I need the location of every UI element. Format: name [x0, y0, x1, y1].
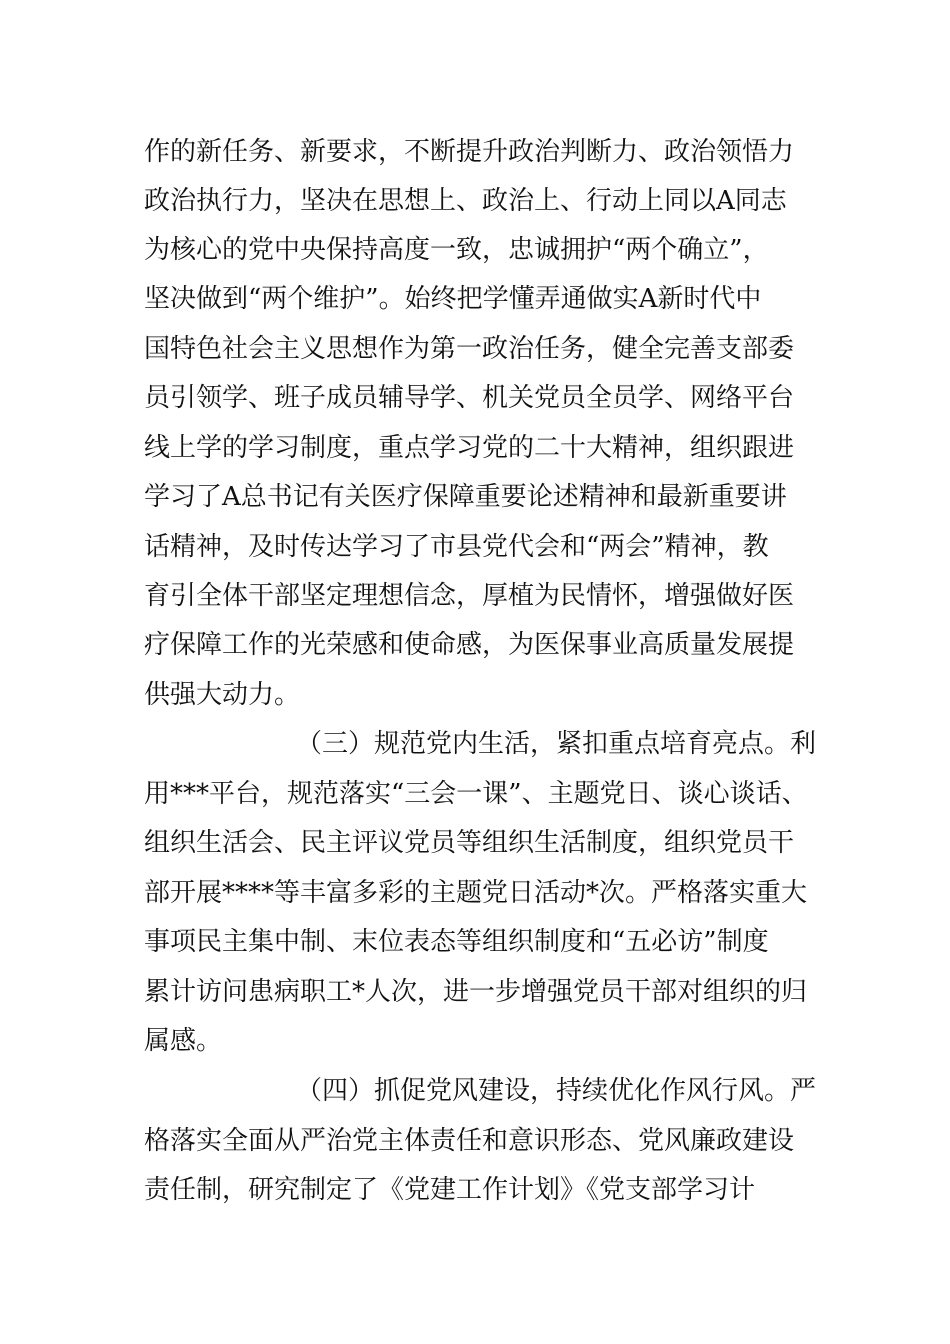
text-line: 政治执行力，坚决在思想上、政治上、行动上同以A同志 — [144, 186, 787, 216]
text-line: 事项民主集中制、末位表态等组织制度和“五必访”制度 — [144, 927, 769, 957]
text-line: 话精神，及时传达学习了市县党代会和“两会”精神，教 — [144, 532, 769, 562]
text-line: 供强大动力。 — [144, 680, 301, 710]
section-heading-three: （三）规范党内生活，紧扣重点培育亮点。利 — [296, 729, 817, 759]
text-line: 格落实全面从严治党主体责任和意识形态、党风廉政建设 — [144, 1126, 795, 1156]
text-line: 疗保障工作的光荣感和使命感，为医保事业高质量发展提 — [144, 630, 795, 660]
text-line: 属感。 — [144, 1026, 223, 1056]
text-line: 用***平台，规范落实“三会一课”、主题党日、谈心谈话、 — [144, 779, 808, 809]
text-line: 为核心的党中央保持高度一致，忠诚拥护“两个确立”， — [144, 235, 769, 265]
text-line: 育引全体干部坚定理想信念，厚植为民情怀，增强做好医 — [144, 581, 795, 611]
text-line: 坚决做到“两个维护”。始终把学懂弄通做实A新时代中 — [144, 284, 762, 314]
text-line: 组织生活会、民主评议党员等组织生活制度，组织党员干 — [144, 828, 795, 858]
text-line: 国特色社会主义思想作为第一政治任务，健全完善支部委 — [144, 334, 795, 364]
text-line: 责任制，研究制定了《党建工作计划》《党支部学习计 — [144, 1175, 756, 1205]
text-line: 作的新任务、新要求，不断提升政治判断力、政治领悟力 — [144, 137, 795, 167]
section-heading-four: （四）抓促党风建设，持续优化作风行风。严 — [296, 1076, 817, 1106]
text-line: 学习了A总书记有关医疗保障重要论述精神和最新重要讲 — [144, 482, 787, 512]
text-line: 线上学的学习制度，重点学习党的二十大精神，组织跟进 — [144, 433, 795, 463]
text-line: 累计访问患病职工*人次，进一步增强党员干部对组织的归 — [144, 977, 808, 1007]
text-line: 员引领学、班子成员辅导学、机关党员全员学、网络平台 — [144, 383, 795, 413]
text-line: 部开展****等丰富多彩的主题党日活动*次。严格落实重大 — [144, 878, 808, 908]
